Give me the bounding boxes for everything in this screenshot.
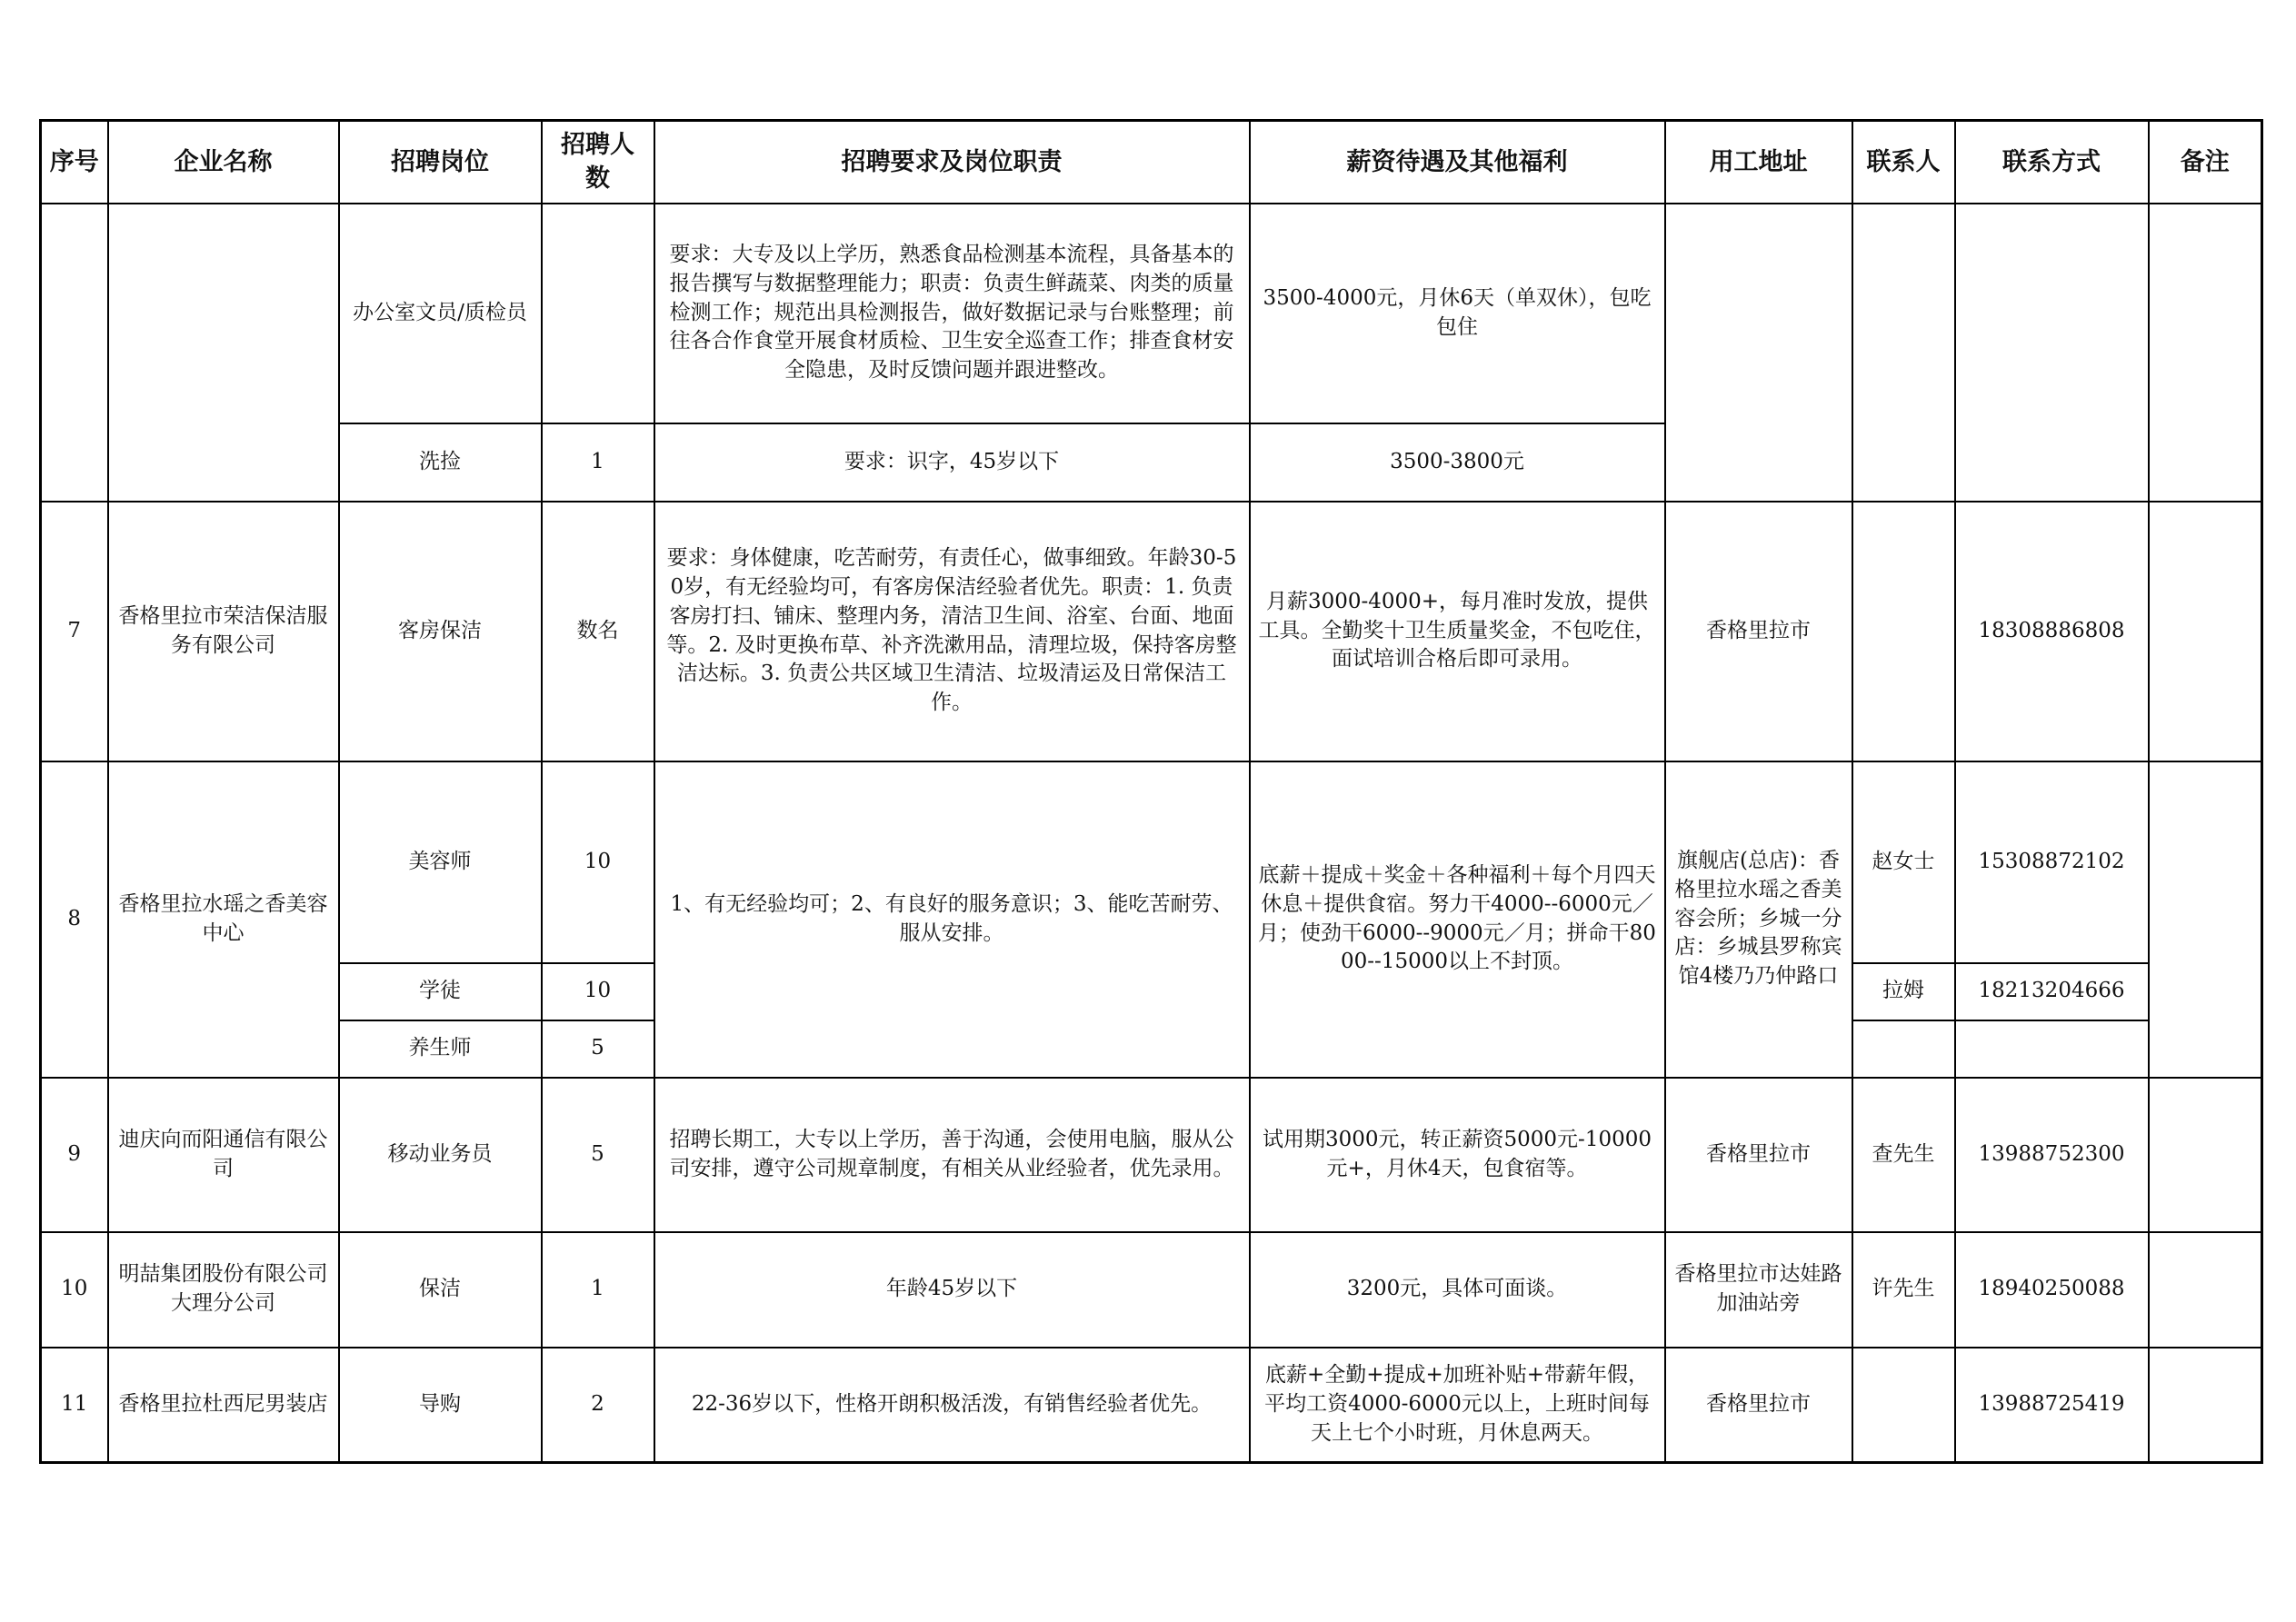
cell-company: 香格里拉水瑶之香美容中心 xyxy=(108,761,339,1078)
cell-remark xyxy=(2149,1078,2262,1232)
cell-address: 香格里拉市达娃路加油站旁 xyxy=(1665,1232,1852,1348)
cell-count: 5 xyxy=(542,1020,654,1078)
cell-phone: 13988725419 xyxy=(1955,1348,2149,1463)
cell-count xyxy=(542,204,654,423)
header-count: 招聘人数 xyxy=(542,121,654,204)
cell-requirements: 招聘长期工，大专以上学历，善于沟通，会使用电脑，服从公司安排，遵守公司规章制度，有相关从业经验者，优先录用。 xyxy=(654,1078,1250,1232)
cell-no: 7 xyxy=(41,502,108,761)
cell-position: 导购 xyxy=(339,1348,542,1463)
cell-address: 香格里拉市 xyxy=(1665,1078,1852,1232)
cell-phone: 15308872102 xyxy=(1955,761,2149,963)
cell-remark xyxy=(2149,204,2262,502)
cell-no: 8 xyxy=(41,761,108,1078)
cell-salary: 3200元，具体可面谈。 xyxy=(1250,1232,1665,1348)
cell-contact xyxy=(1852,204,1955,502)
cell-requirements: 要求：识字，45岁以下 xyxy=(654,423,1250,502)
recruitment-table xyxy=(39,119,2263,1464)
cell-salary: 3500-4000元，月休6天（单双休），包吃包住 xyxy=(1250,204,1665,423)
cell-remark xyxy=(2149,502,2262,761)
cell-phone: 18940250088 xyxy=(1955,1232,2149,1348)
cell-remark xyxy=(2149,761,2262,1078)
header-requirements: 招聘要求及岗位职责 xyxy=(654,121,1250,204)
header-phone: 联系方式 xyxy=(1955,121,2149,204)
cell-position: 移动业务员 xyxy=(339,1078,542,1232)
cell-address: 香格里拉市 xyxy=(1665,502,1852,761)
cell-company: 香格里拉市荣洁保洁服务有限公司 xyxy=(108,502,339,761)
cell-phone: 18213204666 xyxy=(1955,963,2149,1020)
cell-contact: 许先生 xyxy=(1852,1232,1955,1348)
cell-no xyxy=(41,204,108,502)
cell-address: 香格里拉市 xyxy=(1665,1348,1852,1463)
header-row xyxy=(41,121,2262,204)
cell-count: 数名 xyxy=(542,502,654,761)
table-row xyxy=(41,761,2262,963)
cell-requirements: 年龄45岁以下 xyxy=(654,1232,1250,1348)
table-row xyxy=(41,204,2262,423)
table-row xyxy=(41,1348,2262,1463)
cell-phone xyxy=(1955,204,2149,502)
cell-salary: 试用期3000元，转正薪资5000元-10000元+，月休4天，包食宿等。 xyxy=(1250,1078,1665,1232)
cell-contact: 拉姆 xyxy=(1852,963,1955,1020)
table-row xyxy=(41,1078,2262,1232)
cell-company: 香格里拉杜西尼男装店 xyxy=(108,1348,339,1463)
cell-address: 旗舰店(总店)：香格里拉水瑶之香美容会所；乡城一分店：乡城县罗称宾馆4楼乃乃仲路口 xyxy=(1665,761,1852,1078)
cell-phone: 18308886808 xyxy=(1955,502,2149,761)
table-row xyxy=(41,1232,2262,1348)
table-row xyxy=(41,502,2262,761)
cell-contact xyxy=(1852,502,1955,761)
cell-company: 迪庆向而阳通信有限公司 xyxy=(108,1078,339,1232)
cell-phone: 13988752300 xyxy=(1955,1078,2149,1232)
cell-salary: 3500-3800元 xyxy=(1250,423,1665,502)
cell-salary: 底薪＋提成＋奖金＋各种福利＋每个月四天休息＋提供食宿。努力干4000--6000元／月；使劲干6000--9000元／月；拼命干8000--15000以上不封顶。 xyxy=(1250,761,1665,1078)
cell-requirements: 22-36岁以下，性格开朗积极活泼，有销售经验者优先。 xyxy=(654,1348,1250,1463)
cell-company xyxy=(108,204,339,502)
cell-salary: 月薪3000-4000+，每月准时发放，提供工具。全勤奖十卫生质量奖金，不包吃住，面试培训合格后即可录用。 xyxy=(1250,502,1665,761)
cell-salary: 底薪+全勤+提成+加班补贴+带薪年假，平均工资4000-6000元以上，上班时间每天上七个小时班，月休息两天。 xyxy=(1250,1348,1665,1463)
cell-remark xyxy=(2149,1348,2262,1463)
cell-position: 办公室文员/质检员 xyxy=(339,204,542,423)
cell-contact: 查先生 xyxy=(1852,1078,1955,1232)
cell-contact xyxy=(1852,1020,1955,1078)
cell-remark xyxy=(2149,1232,2262,1348)
cell-position: 洗捡 xyxy=(339,423,542,502)
cell-position: 美容师 xyxy=(339,761,542,963)
header-position: 招聘岗位 xyxy=(339,121,542,204)
cell-contact: 赵女士 xyxy=(1852,761,1955,963)
cell-count: 1 xyxy=(542,423,654,502)
cell-requirements: 要求：身体健康，吃苦耐劳，有责任心，做事细致。年龄30-50岁，有无经验均可，有客房保洁经验者优先。职责：1. 负责客房打扫、铺床、整理内务，清洁卫生间、浴室、台面、地面等。2. 及时更换布草、补齐洗漱用品，清理垃圾，保持客房整洁达标。3. 负责公共区域卫生清洁、垃圾清运及日常保洁工作。 xyxy=(654,502,1250,761)
cell-phone xyxy=(1955,1020,2149,1078)
cell-requirements: 1、有无经验均可；2、有良好的服务意识；3、能吃苦耐劳、服从安排。 xyxy=(654,761,1250,1078)
header-company: 企业名称 xyxy=(108,121,339,204)
cell-count: 1 xyxy=(542,1232,654,1348)
cell-contact xyxy=(1852,1348,1955,1463)
cell-no: 9 xyxy=(41,1078,108,1232)
cell-count: 2 xyxy=(542,1348,654,1463)
cell-address xyxy=(1665,204,1852,502)
cell-count: 5 xyxy=(542,1078,654,1232)
header-remark: 备注 xyxy=(2149,121,2262,204)
cell-no: 10 xyxy=(41,1232,108,1348)
cell-position: 学徒 xyxy=(339,963,542,1020)
cell-count: 10 xyxy=(542,761,654,963)
cell-no: 11 xyxy=(41,1348,108,1463)
cell-count: 10 xyxy=(542,963,654,1020)
header-no: 序号 xyxy=(41,121,108,204)
header-address: 用工地址 xyxy=(1665,121,1852,204)
cell-position: 客房保洁 xyxy=(339,502,542,761)
cell-position: 养生师 xyxy=(339,1020,542,1078)
header-salary: 薪资待遇及其他福利 xyxy=(1250,121,1665,204)
cell-requirements: 要求：大专及以上学历，熟悉食品检测基本流程，具备基本的报告撰写与数据整理能力；职责：负责生鲜蔬菜、肉类的质量检测工作；规范出具检测报告，做好数据记录与台账整理；前往各合作食堂开展食材质检、卫生安全巡查工作；排查食材安全隐患，及时反馈问题并跟进整改。 xyxy=(654,204,1250,423)
cell-position: 保洁 xyxy=(339,1232,542,1348)
cell-company: 明喆集团股份有限公司大理分公司 xyxy=(108,1232,339,1348)
header-contact: 联系人 xyxy=(1852,121,1955,204)
